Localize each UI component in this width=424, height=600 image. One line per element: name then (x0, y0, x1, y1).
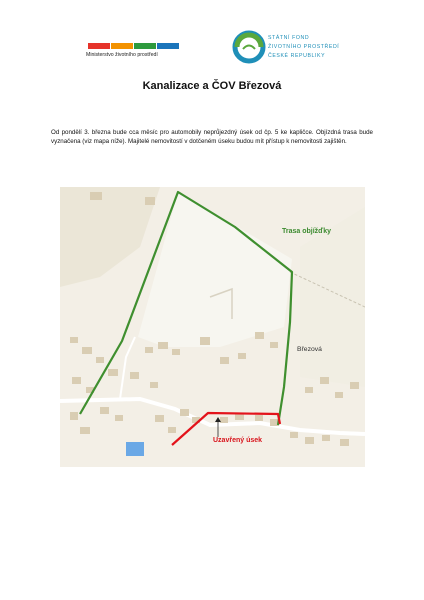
closed-section-label: Uzavřený úsek (213, 437, 263, 444)
fund-name (268, 34, 339, 61)
ministry-logo-bars (88, 43, 178, 49)
fund-name-line-2: ŽIVOTNÍHO PROSTŘEDÍ (268, 44, 340, 50)
announcement-paragraph: Od pondělí 3. března bude cca měsíc pro automobily neprůjezdný úsek od čp. 5 ke kapličce. Objízdná trasa bude vyznačena (viz mapa níže). Majitelé nemovitostí v dotčeném úseku budou mít přístup k nemovitosti zajištěn. (51, 129, 373, 146)
town-label: Březová (297, 346, 322, 353)
fund-emblem-icon (232, 30, 266, 64)
fund-name-line-1: STÁTNÍ FOND (268, 35, 310, 41)
ministry-logo (86, 36, 186, 66)
ministry-name: Ministerstvo životního prostředí (86, 52, 158, 58)
page-title: Kanalizace a ČOV Březová (142, 80, 282, 92)
water-pool (126, 442, 144, 456)
fund-name-line-3: ČESKÉ REPUBLIKY (268, 53, 326, 59)
fund-logo (232, 30, 362, 66)
detour-label: Trasa objížďky (282, 228, 331, 235)
